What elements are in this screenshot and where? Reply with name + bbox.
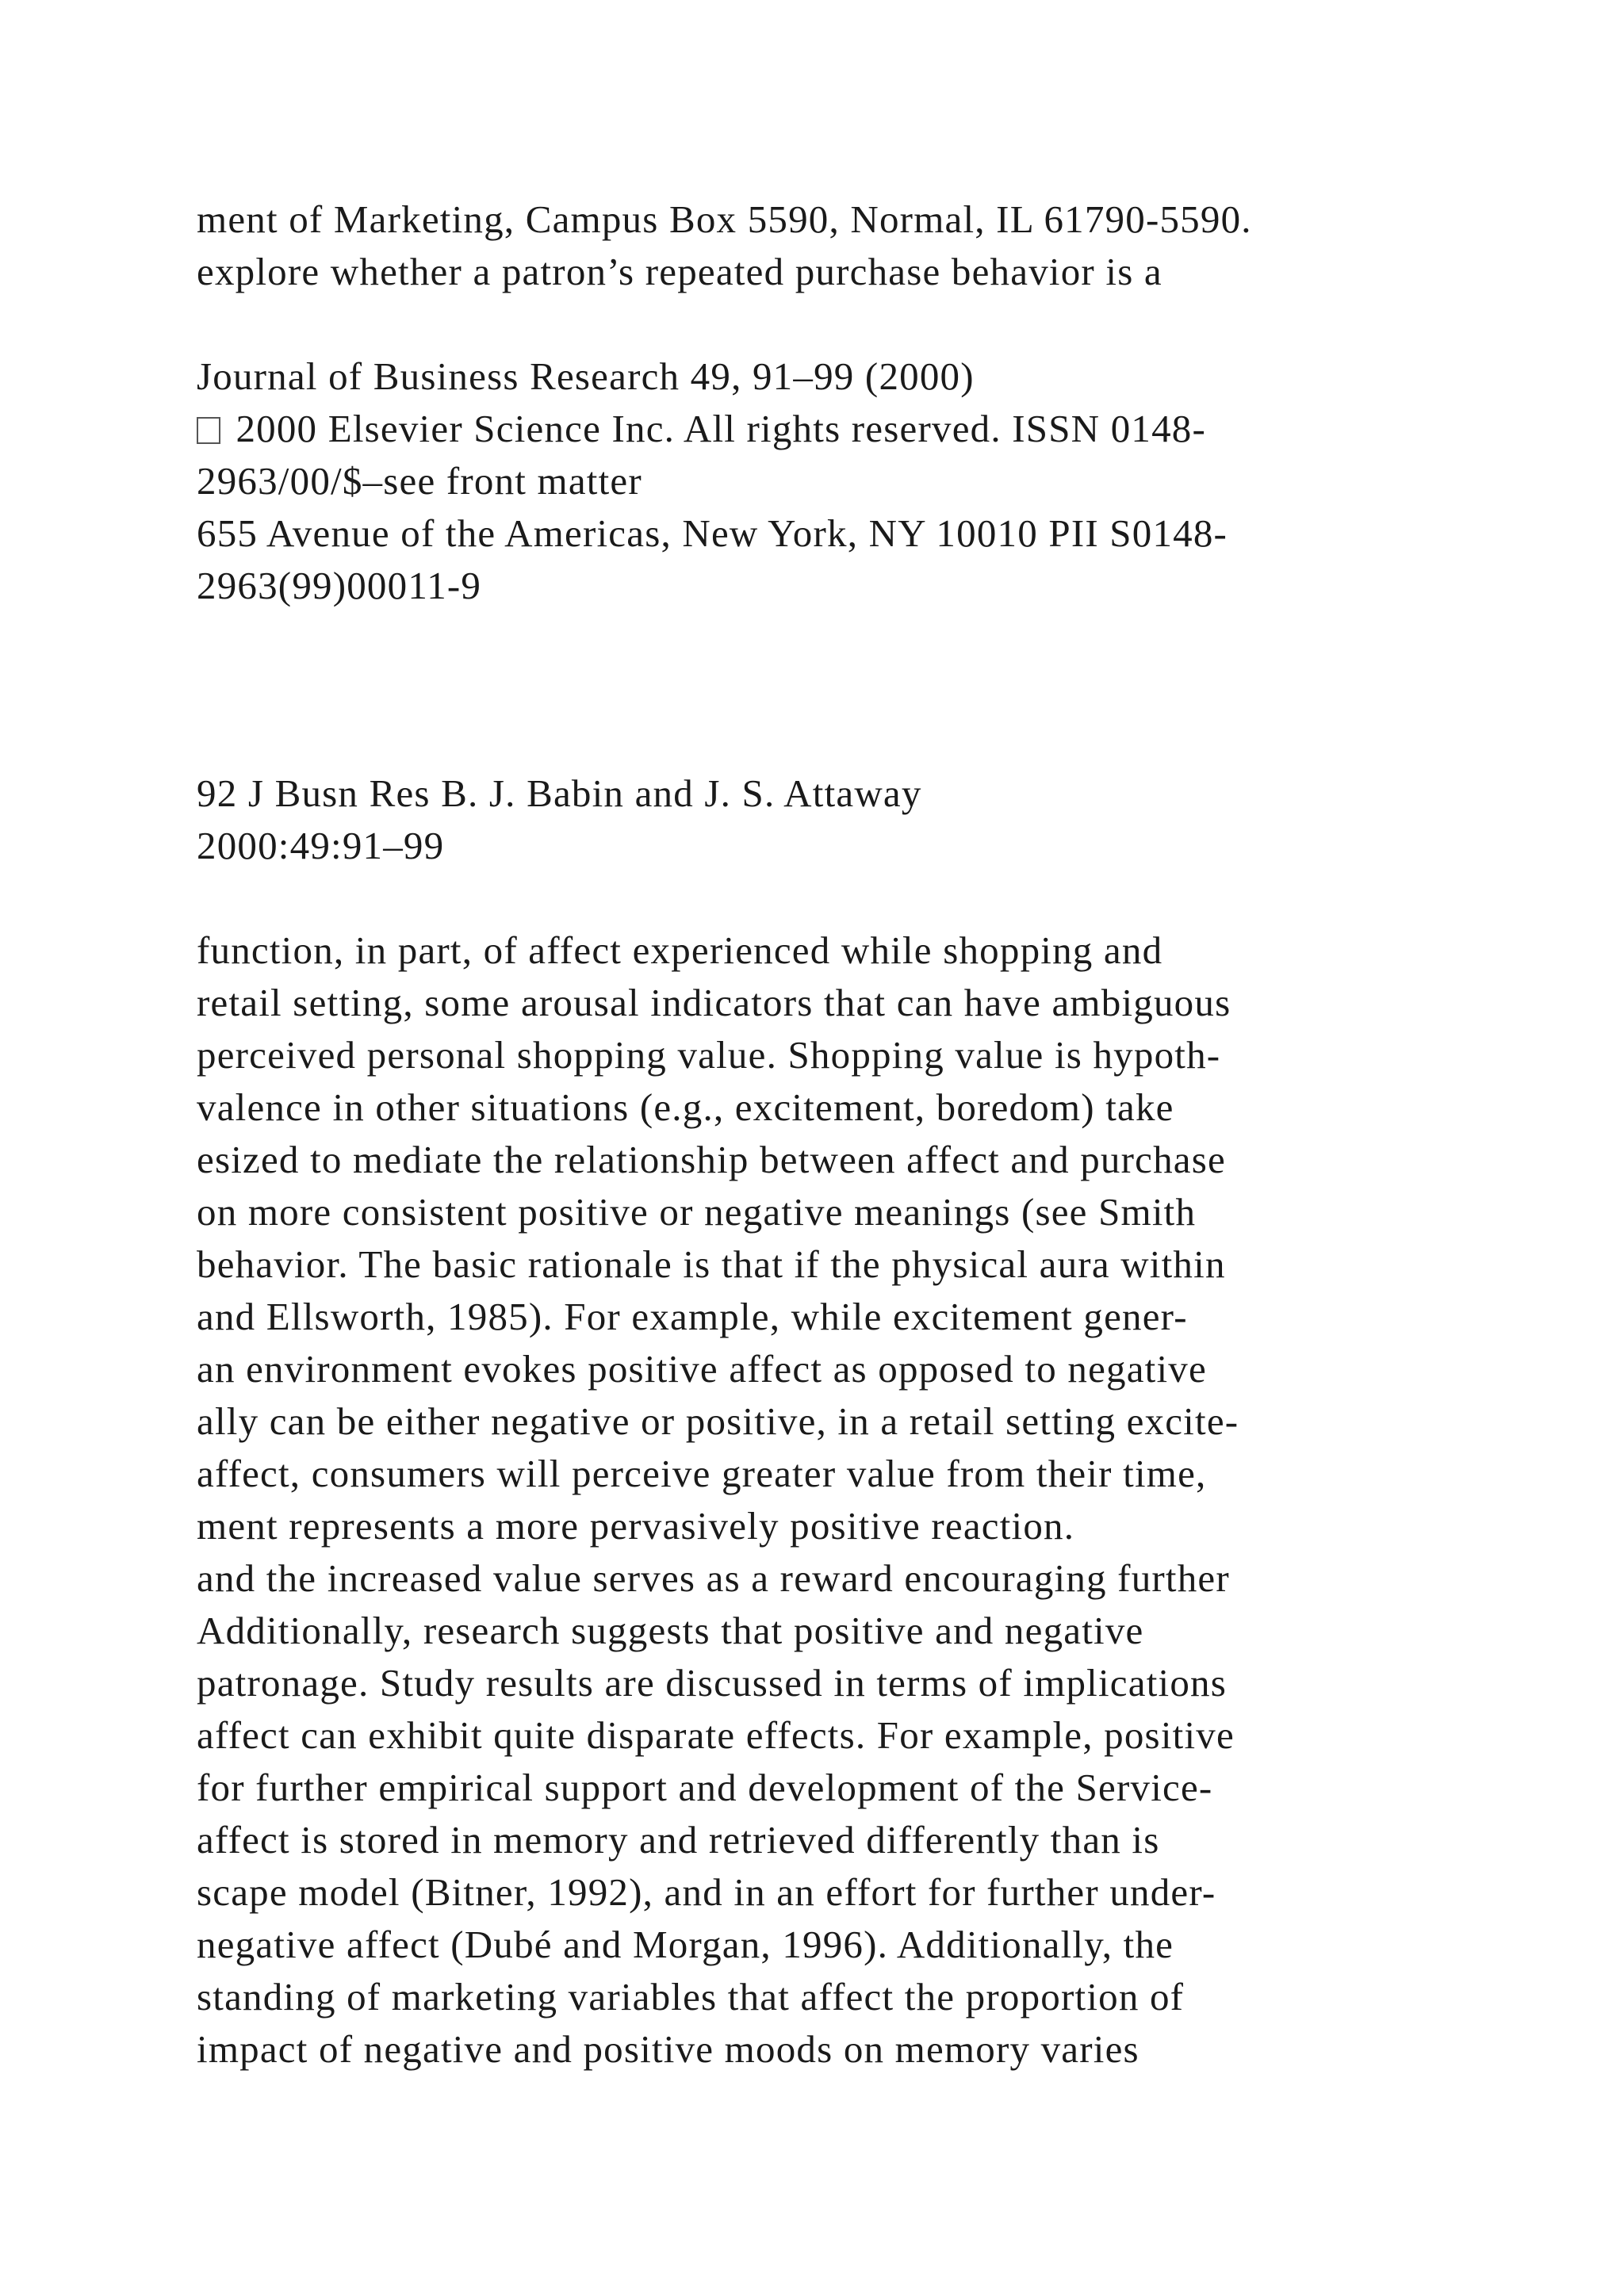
body-line: function, in part, of affect experienced while shopping and [197, 928, 1163, 972]
text-line: explore whether a patron’s repeated purchase behavior is a [197, 250, 1162, 293]
journal-citation: Journal of Business Research 49, 91–99 (2000) [197, 354, 975, 398]
copyright-line [197, 403, 1228, 455]
body-line: an environment evokes positive affect as opposed to negative [197, 1347, 1207, 1391]
body-line: perceived personal shopping value. Shopping value is hypoth- [197, 1033, 1221, 1077]
body-line: patronage. Study results are discussed in terms of implications [197, 1661, 1227, 1705]
copyright-text: 2000 Elsevier Science Inc. All rights reserved. ISSN 0148- [225, 407, 1207, 450]
body-line: and the increased value serves as a reward encouraging further [197, 1556, 1230, 1600]
body-line: on more consistent positive or negative meanings (see Smith [197, 1190, 1197, 1234]
body-line: impact of negative and positive moods on memory varies [197, 2027, 1139, 2071]
text-line: 2963/00/$–see front matter [197, 459, 642, 503]
body-line: and Ellsworth, 1985). For example, while excitement gener- [197, 1295, 1188, 1338]
text-line: ment of Marketing, Campus Box 5590, Normal, IL 61790-5590. [197, 197, 1252, 241]
body-line: ally can be either negative or positive, in a retail setting excite- [197, 1399, 1239, 1443]
body-line: negative affect (Dubé and Morgan, 1996). Additionally, the [197, 1923, 1174, 1966]
body-line: for further empirical support and development of the Service- [197, 1766, 1213, 1809]
journal-info-block [197, 350, 1228, 612]
running-head-line: 2000:49:91–99 [197, 824, 445, 867]
body-line: behavior. The basic rationale is that if the physical aura within [197, 1242, 1226, 1286]
body-line: esized to mediate the relationship between affect and purchase [197, 1138, 1226, 1181]
body-line: standing of marketing variables that affect the proportion of [197, 1975, 1185, 2019]
running-head-line: 92 J Busn Res B. J. Babin and J. S. Attaway [197, 771, 922, 815]
body-line: affect is stored in memory and retrieved differently than is [197, 1818, 1160, 1862]
body-line: affect can exhibit quite disparate effects. For example, positive [197, 1713, 1235, 1757]
body-text-block [197, 924, 1239, 2076]
running-head-block [197, 767, 922, 872]
body-line: retail setting, some arousal indicators that can have ambiguous [197, 981, 1231, 1024]
text-line: 655 Avenue of the Americas, New York, NY 10010 PII S0148- [197, 511, 1228, 555]
body-line: valence in other situations (e.g., excitement, boredom) take [197, 1085, 1174, 1129]
text-line: 2963(99)00011-9 [197, 564, 482, 607]
header-text-block [197, 193, 1252, 298]
body-line: ment represents a more pervasively positive reaction. [197, 1504, 1075, 1548]
body-line: Additionally, research suggests that positive and negative [197, 1609, 1144, 1652]
body-line: scape model (Bitner, 1992), and in an effort for further under- [197, 1870, 1216, 1914]
missing-glyph-icon [197, 417, 220, 444]
body-line: affect, consumers will perceive greater value from their time, [197, 1452, 1207, 1495]
